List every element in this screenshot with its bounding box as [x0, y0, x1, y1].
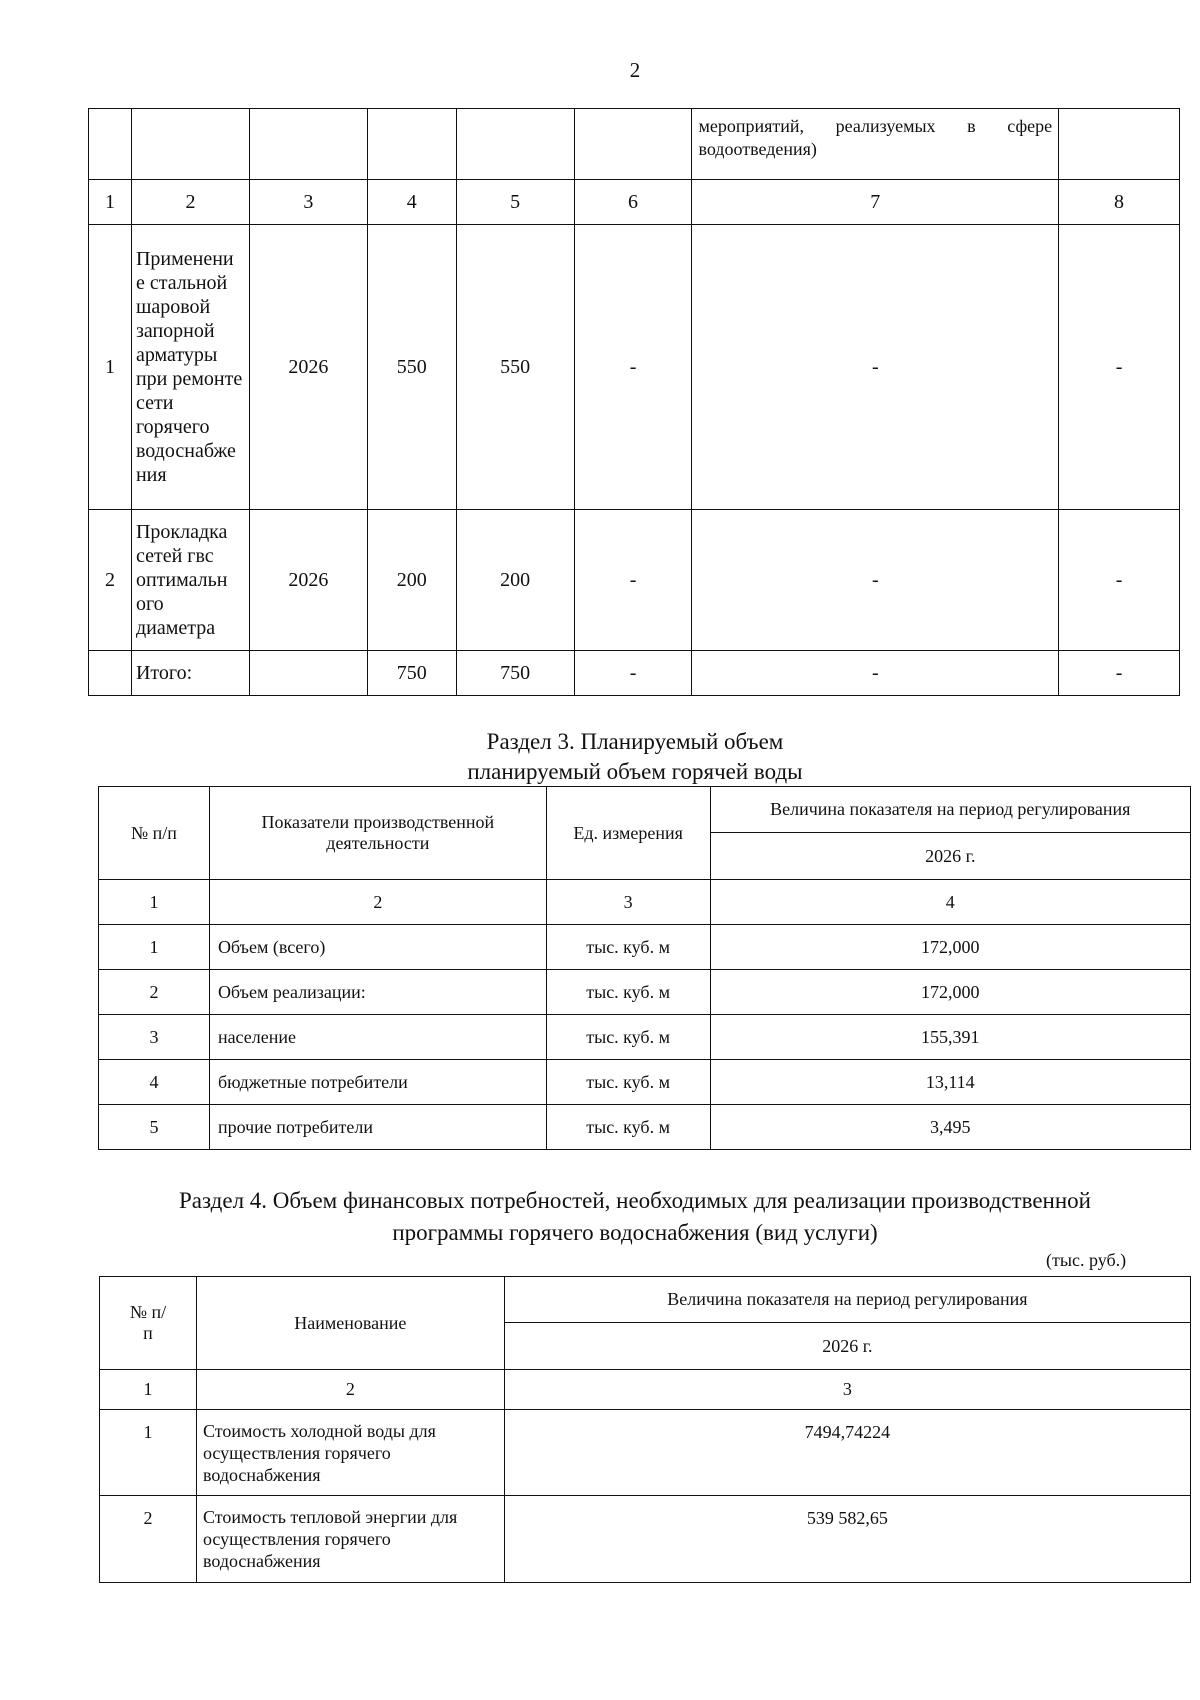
col-number: 2 — [131, 180, 249, 225]
col-number: 1 — [99, 880, 210, 925]
row-number: 5 — [99, 1105, 210, 1150]
value-cell: 550 — [367, 225, 456, 510]
indicator-name: прочие потребители — [209, 1105, 546, 1150]
header-value: Величина показателя на период регулирования — [710, 787, 1190, 833]
table-row — [100, 1410, 1191, 1496]
col-number: 5 — [456, 180, 574, 225]
measures-table — [88, 108, 1180, 696]
value-cell: 200 — [367, 510, 456, 651]
total-row — [89, 651, 1180, 696]
unit-cell: тыс. куб. м — [546, 970, 710, 1015]
col-number: 7 — [692, 180, 1059, 225]
year-cell: 2026 — [249, 225, 367, 510]
header-value: Величина показателя на период регулирования — [504, 1277, 1190, 1323]
value-cell: 155,391 — [710, 1015, 1190, 1060]
row-number: 2 — [99, 970, 210, 1015]
col-number: 1 — [89, 180, 132, 225]
row-number: 1 — [100, 1410, 197, 1496]
table-row — [99, 925, 1191, 970]
value-cell: 200 — [456, 510, 574, 651]
header-name: Наименование — [196, 1277, 504, 1370]
header-row — [99, 787, 1191, 833]
value-cell: 7494,74224 — [504, 1410, 1190, 1496]
unit-cell: тыс. куб. м — [546, 1060, 710, 1105]
column-numbers-row — [100, 1370, 1191, 1410]
measure-name: Применени е стальной шаровой запорной арматуры при ремонте сети горячего водоснабже ния — [131, 225, 249, 510]
table-row — [89, 109, 1180, 180]
header-num: № п/п — [99, 787, 210, 880]
value-cell: - — [574, 510, 692, 651]
table-row — [89, 510, 1180, 651]
value-cell: 539 582,65 — [504, 1496, 1190, 1583]
table-row — [99, 1105, 1191, 1150]
volume-table — [98, 786, 1191, 1150]
header-num: № п/п — [100, 1277, 197, 1370]
section4-title-line1: Раздел 4. Объем финансовых потребностей, необходимых для реализации производственной — [179, 1188, 1091, 1213]
page-number: 2 — [629, 58, 641, 82]
header-row — [100, 1277, 1191, 1323]
year-cell: 2026 — [249, 510, 367, 651]
value-cell: - — [692, 510, 1059, 651]
table-row — [100, 1496, 1191, 1583]
measure-name: Прокладка сетей гвс оптимальн ого диаметра — [131, 510, 249, 651]
value-cell: 550 — [456, 225, 574, 510]
row-number: 2 — [100, 1496, 197, 1583]
column-numbers-row — [99, 880, 1191, 925]
value-cell: - — [1059, 651, 1180, 696]
col-number: 3 — [504, 1370, 1190, 1410]
col-number: 2 — [209, 880, 546, 925]
unit-cell: тыс. куб. м — [546, 925, 710, 970]
row-number: 1 — [99, 925, 210, 970]
table-row — [99, 970, 1191, 1015]
section4-title-line2: программы горячего водоснабжения (вид услуги) — [392, 1220, 878, 1245]
col-number: 4 — [367, 180, 456, 225]
col-number: 6 — [574, 180, 692, 225]
col-number: 8 — [1059, 180, 1180, 225]
table-row — [99, 1015, 1191, 1060]
indicator-name: бюджетные потребители — [209, 1060, 546, 1105]
value-cell: - — [692, 225, 1059, 510]
header-continuation: мероприятий, реализуемых в сфере водоотведения) — [692, 109, 1059, 180]
header-year: 2026 г. — [504, 1323, 1190, 1370]
indicator-name: Объем реализации: — [209, 970, 546, 1015]
item-name: Стоимость холодной воды для осуществления горячего водоснабжения — [196, 1410, 504, 1496]
col-number: 3 — [546, 880, 710, 925]
row-number: 4 — [99, 1060, 210, 1105]
value-cell: - — [692, 651, 1059, 696]
table-row — [89, 225, 1180, 510]
header-year: 2026 г. — [710, 833, 1190, 880]
indicator-name: Объем (всего) — [209, 925, 546, 970]
col-number: 2 — [196, 1370, 504, 1410]
header-unit: Ед. измерения — [546, 787, 710, 880]
unit-cell: тыс. куб. м — [546, 1105, 710, 1150]
section3-title-line1: Раздел 3. Планируемый объем — [486, 729, 784, 754]
col-number: 4 — [710, 880, 1190, 925]
value-cell: 13,114 — [710, 1060, 1190, 1105]
unit-note: (тыс. руб.) — [1046, 1250, 1127, 1270]
row-number: 1 — [89, 225, 132, 510]
value-cell: 750 — [456, 651, 574, 696]
col-number: 3 — [249, 180, 367, 225]
table-row — [99, 1060, 1191, 1105]
value-cell: - — [574, 651, 692, 696]
value-cell: - — [1059, 225, 1180, 510]
col-number: 1 — [100, 1370, 197, 1410]
value-cell: - — [1059, 510, 1180, 651]
value-cell: 3,495 — [710, 1105, 1190, 1150]
indicator-name: население — [209, 1015, 546, 1060]
item-name: Стоимость тепловой энергии для осуществления горячего водоснабжения — [196, 1496, 504, 1583]
unit-cell: тыс. куб. м — [546, 1015, 710, 1060]
row-number: 2 — [89, 510, 132, 651]
value-cell: 172,000 — [710, 925, 1190, 970]
section3-title-line2: планируемый объем горячей воды — [467, 759, 803, 784]
column-numbers-row — [89, 180, 1180, 225]
row-number: 3 — [99, 1015, 210, 1060]
finance-table — [99, 1276, 1191, 1583]
value-cell: 172,000 — [710, 970, 1190, 1015]
total-label: Итого: — [131, 651, 249, 696]
header-indicator: Показатели производственной деятельности — [209, 787, 546, 880]
value-cell: - — [574, 225, 692, 510]
value-cell: 750 — [367, 651, 456, 696]
